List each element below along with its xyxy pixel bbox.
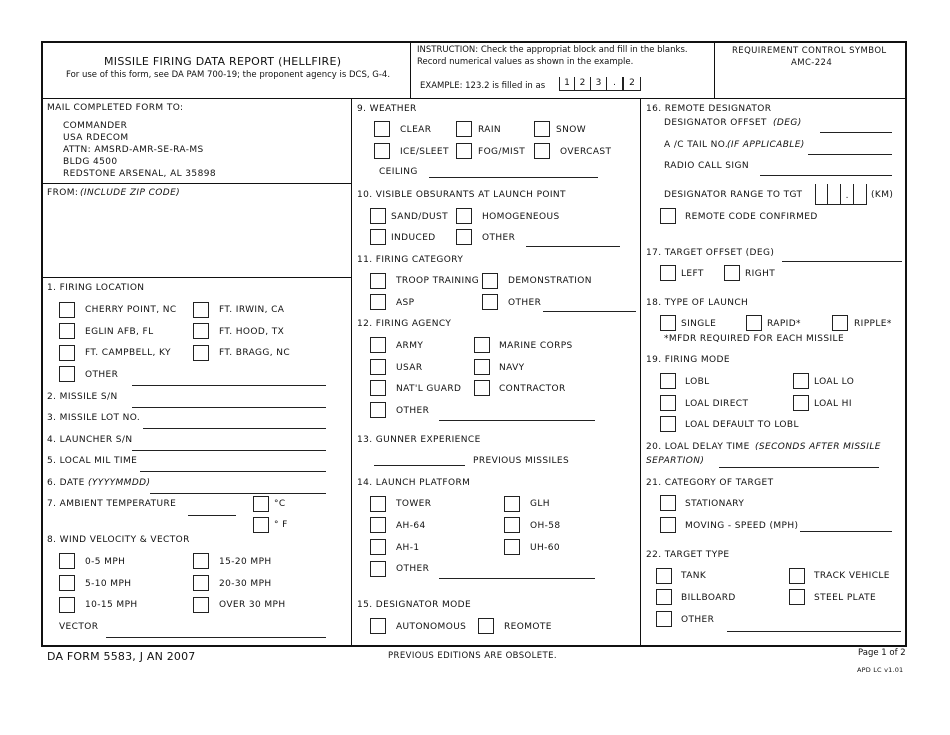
s22-label: 22. TARGET TYPE [646,550,730,560]
ambient-temp-field[interactable] [188,515,236,516]
checkbox-wind-over-30[interactable] [193,597,209,613]
mail-line: REDSTONE ARSENAL, AL 35898 [63,169,216,179]
option-label: 10-15 MPH [85,600,138,610]
checkbox-ft-hood[interactable] [193,323,209,339]
option-label: AH-1 [396,543,420,553]
mail-line: ATTN: AMSRD-AMR-SE-RA-MS [63,145,204,155]
option-label: RAIN [478,125,502,135]
checkbox-ft-irwin[interactable] [193,302,209,318]
example-label: EXAMPLE: 123.2 is filled in as [420,81,546,91]
option-label: FT. CAMPBELL, KY [85,348,171,358]
range-unit: (KM) [871,190,894,200]
checkbox-location-other[interactable] [59,366,75,382]
mail-line: BLDG 4500 [63,157,118,167]
option-label: LOAL DEFAULT TO LOBL [685,420,799,430]
option-label: CONTRACTOR [499,384,566,394]
option-label: OTHER [482,233,516,243]
checkbox-overcast[interactable] [534,143,550,159]
option-label: TROOP TRAINING [396,276,480,286]
s11-label: 11. FIRING CATEGORY [357,255,464,265]
option-label: REOMOTE [504,622,552,632]
checkbox-oh-58[interactable] [504,517,520,533]
option-label: AH-64 [396,521,426,531]
checkbox-category-other[interactable] [482,294,498,310]
checkbox-remote-code-confirmed[interactable] [660,208,676,224]
launcher-sn-field[interactable] [132,450,326,451]
option-label: MARINE CORPS [499,341,573,351]
option-label: 5-10 MPH [85,579,132,589]
checkbox-induced[interactable] [370,229,386,245]
example-digit: 3 [591,77,607,91]
checkbox-ft-campbell[interactable] [59,345,75,361]
checkbox-obscurant-other[interactable] [456,229,472,245]
option-label: INDUCED [391,233,436,243]
range-digit-box[interactable]: . [841,184,854,205]
option-label: FT. IRWIN, CA [219,305,285,315]
checkbox-uh-60[interactable] [504,539,520,555]
checkbox-natl-guard[interactable] [370,380,386,396]
mail-divider [41,183,351,184]
checkbox-snow[interactable] [534,121,550,137]
rcs-label: REQUIREMENT CONTROL SYMBOL [732,46,887,56]
range-digit-box[interactable] [828,184,841,205]
option-label: STATIONARY [685,499,745,509]
checkbox-glh[interactable] [504,496,520,512]
checkbox-contractor[interactable] [474,380,490,396]
checkbox-left[interactable] [660,265,676,281]
option-label: TRACK VEHICLE [814,571,890,581]
option-label: OVERCAST [560,147,612,157]
option-label: 15-20 MPH [219,557,272,567]
moving-speed-field[interactable] [800,531,892,532]
missile-lot-field[interactable] [143,428,326,429]
category-other-field[interactable] [543,311,636,312]
s9-label: 9. WEATHER [357,104,417,114]
location-other-field[interactable] [132,385,326,386]
ceiling-field[interactable] [429,177,598,178]
option-label: OTHER [85,370,119,380]
example-digit: 2 [575,77,591,91]
tail-no-hint: (IF APPLICABLE) [727,140,805,150]
checkbox-fog-mist[interactable] [456,143,472,159]
option-label: FOG/MIST [478,147,526,157]
s3-label: 3. MISSILE LOT NO. [47,413,141,423]
option-label: TOWER [396,499,432,509]
mail-label: MAIL COMPLETED FORM TO: [47,103,184,113]
local-mil-time-field[interactable] [140,471,326,472]
checkbox-moving[interactable] [660,517,676,533]
example-digit: 2 [623,77,641,91]
checkbox-celsius[interactable] [253,496,269,512]
checkbox-wind-10-15[interactable] [59,597,75,613]
option-label: AUTONOMOUS [396,622,467,632]
checkbox-ah-1[interactable] [370,539,386,555]
checkbox-clear[interactable] [374,121,390,137]
option-label: OTHER [508,298,542,308]
mail-line: USA RDECOM [63,133,129,143]
option-label: DEMONSTRATION [508,276,592,286]
s20-hint-2: SEPARTION) [646,456,705,466]
editions-note: PREVIOUS EDITIONS ARE OBSOLETE. [388,651,558,661]
option-label: HOMOGENEOUS [482,212,560,222]
s4-label: 4. LAUNCHER S/N [47,435,133,445]
checkbox-ah-64[interactable] [370,517,386,533]
checkbox-homogeneous[interactable] [456,208,472,224]
option-label: OTHER [396,564,430,574]
checkbox-usar[interactable] [370,359,386,375]
checkbox-ft-bragg[interactable] [193,345,209,361]
option-label: STEEL PLATE [814,593,877,603]
vector-label: VECTOR [59,622,99,632]
checkbox-tower[interactable] [370,496,386,512]
checkbox-ripple[interactable] [832,315,848,331]
checkbox-ice-sleet[interactable] [374,143,390,159]
checkbox-autonomous[interactable] [370,618,386,634]
target-offset-field[interactable] [782,261,902,262]
radio-call-sign-label: RADIO CALL SIGN [664,161,749,171]
option-label: RAPID* [767,319,801,329]
checkbox-wind-15-20[interactable] [193,553,209,569]
option-label: FT. HOOD, TX [219,327,285,337]
option-label: MOVING - SPEED (MPH) [685,521,799,531]
platform-other-field[interactable] [439,578,595,579]
s15-label: 15. DESIGNATOR MODE [357,600,472,610]
form-number: DA FORM 5583, J AN 2007 [47,650,196,663]
version-label: APD LC v1.01 [857,666,904,674]
example-digit: . [607,77,623,91]
checkbox-platform-other[interactable] [370,561,386,577]
ceiling-label: CEILING [379,167,418,177]
from-label: FROM: [47,188,79,198]
checkbox-asp[interactable] [370,294,386,310]
obscurant-other-field[interactable] [526,246,620,247]
option-label: SNOW [556,125,587,135]
option-label: OVER 30 MPH [219,600,286,610]
option-label: LOAL LO [814,377,855,387]
option-label: LOBL [685,377,710,387]
checkbox-cherry-point[interactable] [59,302,75,318]
option-label: 20-30 MPH [219,579,272,589]
checkbox-single[interactable] [660,315,676,331]
checkbox-wind-5-10[interactable] [59,575,75,591]
s6-hint: (YYYYMMDD) [88,478,151,488]
designator-offset-field[interactable] [820,132,892,133]
unit-celsius: °C [274,499,286,509]
checkbox-sand-dust[interactable] [370,208,386,224]
option-label: UH-60 [530,543,561,553]
page-indicator: Page 1 of 2 [858,648,906,658]
checkbox-agency-other[interactable] [370,402,386,418]
column-divider-1 [351,98,352,647]
mfdr-note: *MFDR REQUIRED FOR EACH MISSILE [664,334,845,344]
option-label: OH-58 [530,521,561,531]
s6-label: 6. DATE [47,478,85,488]
checkbox-demonstration[interactable] [482,273,498,289]
s5-label: 5. LOCAL MIL TIME [47,456,138,466]
s17-label: 17. TARGET OFFSET (DEG) [646,248,775,258]
option-label: SINGLE [681,319,717,329]
loal-delay-field[interactable] [719,467,879,468]
checkbox-stationary[interactable] [660,495,676,511]
missile-sn-field[interactable] [132,407,326,408]
option-label: OTHER [681,615,715,625]
checkbox-rapid[interactable] [746,315,762,331]
checkbox-wind-20-30[interactable] [193,575,209,591]
s10-label: 10. VISIBLE OBSURANTS AT LAUNCH POINT [357,190,566,200]
checkbox-target-other[interactable] [656,611,672,627]
designator-offset-label: DESIGNATOR OFFSET [664,118,767,128]
mail-line: COMMANDER [63,121,128,131]
s2-label: 2. MISSILE S/N [47,392,118,402]
option-label: GLH [530,499,550,509]
previous-missiles-label: PREVIOUS MISSILES [473,456,570,466]
s12-label: 12. FIRING AGENCY [357,319,452,329]
option-label: NAT'L GUARD [396,384,462,394]
option-label: LOAL HI [814,399,852,409]
range-digit-box[interactable] [854,184,867,205]
option-label: USAR [396,363,423,373]
option-label: BILLBOARD [681,593,736,603]
rcs-value: AMC-224 [791,58,833,68]
s20-label: 20. LOAL DELAY TIME [646,442,750,452]
example-digit: 1 [559,77,575,91]
s20-hint-1: (SECONDS AFTER MISSILE [755,442,881,452]
header-vline-2 [714,41,715,98]
s8-label: 8. WIND VELOCITY & VECTOR [47,535,190,545]
option-label: FT. BRAGG, NC [219,348,291,358]
option-label: REMOTE CODE CONFIRMED [685,212,818,222]
instruction-line-2: Record numerical values as shown in the example. [417,57,634,67]
checkbox-eglin-afb[interactable] [59,323,75,339]
checkbox-tank[interactable] [656,568,672,584]
from-hint: (INCLUDE ZIP CODE) [80,188,181,198]
option-label: RIGHT [745,269,776,279]
date-field[interactable] [150,493,326,494]
checkbox-billboard[interactable] [656,589,672,605]
checkbox-remote[interactable] [478,618,494,634]
checkbox-steel-plate[interactable] [789,589,805,605]
option-label: ICE/SLEET [400,147,449,157]
s13-label: 13. GUNNER EXPERIENCE [357,435,481,445]
checkbox-marine-corps[interactable] [474,337,490,353]
unit-fahrenheit: ° F [274,520,288,530]
checkbox-loal-default-lobl[interactable] [660,416,676,432]
option-label: EGLIN AFB, FL [85,327,154,337]
s7-label: 7. AMBIENT TEMPERATURE [47,499,177,509]
tail-no-label: A /C TAIL NO. [664,140,729,150]
agency-other-field[interactable] [439,420,595,421]
checkbox-right[interactable] [724,265,740,281]
option-label: 0-5 MPH [85,557,126,567]
instruction-line-1: INSTRUCTION: Check the appropriat block and fill in the blanks. [417,45,688,55]
option-label: ASP [396,298,415,308]
checkbox-fahrenheit[interactable] [253,517,269,533]
header-divider [41,98,907,99]
checkbox-loal-lo[interactable] [793,373,809,389]
s1-label: 1. FIRING LOCATION [47,283,145,293]
s14-label: 14. LAUNCH PLATFORM [357,478,471,488]
vector-field[interactable] [106,637,326,638]
checkbox-loal-hi[interactable] [793,395,809,411]
column-divider-2 [640,98,641,647]
option-label: CHERRY POINT, NC [85,305,177,315]
option-label: SAND/DUST [391,212,449,222]
s19-label: 19. FIRING MODE [646,355,730,365]
target-other-field[interactable] [727,631,901,632]
checkbox-wind-0-5[interactable] [59,553,75,569]
option-label: CLEAR [400,125,432,135]
tail-no-field[interactable] [808,154,892,155]
header-vline-1 [410,41,411,98]
from-divider [41,277,351,278]
designator-offset-hint: (DEG) [773,118,802,128]
option-label: LEFT [681,269,704,279]
option-label: NAVY [499,363,525,373]
option-label: RIPPLE* [854,319,892,329]
checkbox-lobl[interactable] [660,373,676,389]
from-address-field[interactable] [45,200,347,274]
option-label: LOAL DIRECT [685,399,749,409]
s18-label: 18. TYPE OF LAUNCH [646,298,749,308]
form-subtitle: For use of this form, see DA PAM 700-19; the proponent agency is DCS, G-4. [66,70,391,80]
checkbox-troop-training[interactable] [370,273,386,289]
option-label: OTHER [396,406,430,416]
designator-range-label: DESIGNATOR RANGE TO TGT [664,190,803,200]
range-digit-box[interactable] [815,184,828,205]
s16-label: 16. REMOTE DESIGNATOR [646,104,772,114]
checkbox-army[interactable] [370,337,386,353]
s21-label: 21. CATEGORY OF TARGET [646,478,774,488]
checkbox-track-vehicle[interactable] [789,568,805,584]
radio-call-sign-field[interactable] [760,175,892,176]
checkbox-navy[interactable] [474,359,490,375]
option-label: ARMY [396,341,424,351]
option-label: TANK [681,571,707,581]
checkbox-loal-direct[interactable] [660,395,676,411]
checkbox-rain[interactable] [456,121,472,137]
previous-missiles-field[interactable] [374,465,465,466]
form-title: MISSILE FIRING DATA REPORT (HELLFIRE) [104,55,342,68]
